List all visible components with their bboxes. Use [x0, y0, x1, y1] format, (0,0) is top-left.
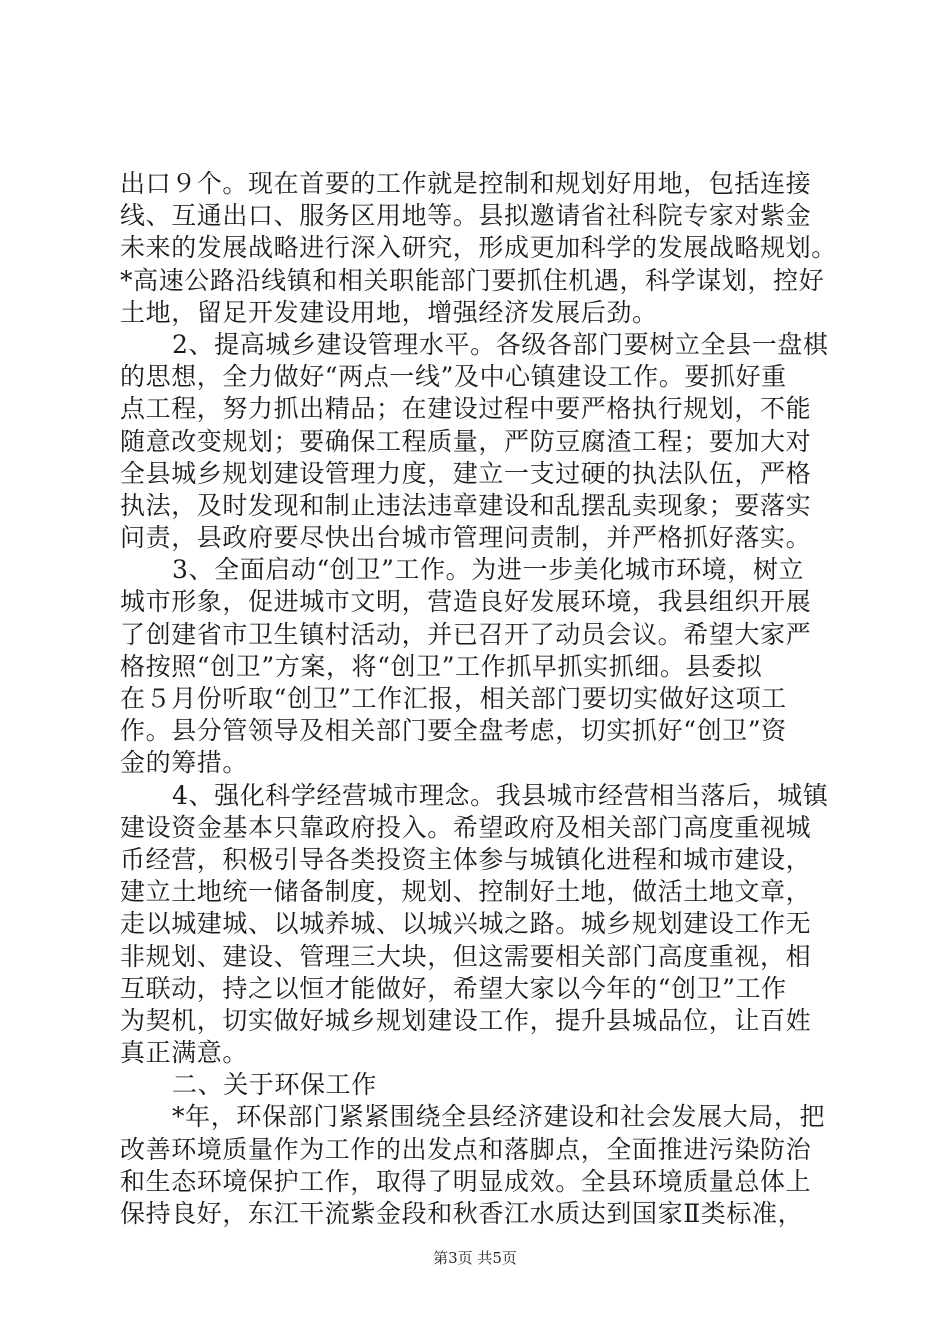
text-line: 走以城建城、以城养城、以城兴城之路。城乡规划建设工作无: [120, 909, 812, 939]
document-body: [120, 168, 840, 1230]
text-line: 土地，留足开发建设用地，增强经济发展后劲。: [120, 297, 658, 327]
text-line: 真正满意。: [120, 1038, 249, 1068]
text-line: 全县城乡规划建设管理力度，建立一支过硬的执法队伍，严格: [120, 458, 812, 488]
page-footer: 第3页 共5页: [433, 1249, 517, 1267]
text-line: 随意改变规划；要确保工程质量，严防豆腐渣工程；要加大对: [120, 426, 812, 456]
text-line: 出口９个。现在首要的工作就是控制和规划好用地，包括连接: [120, 169, 812, 198]
text-line: 格按照“创卫”方案，将“创卫”工作抓早抓实抓细。县委拟: [120, 651, 763, 681]
text-line: 作。县分管领导及相关部门要全盘考虑，切实抓好“创卫”资: [120, 716, 787, 746]
text-line: 非规划、建设、管理三大块，但这需要相关部门高度重视，相: [120, 941, 812, 971]
text-line: 建设资金基本只靠政府投入。希望政府及相关部门高度重视城: [120, 812, 812, 842]
text-line: 的思想，全力做好“两点一线”及中心镇建设工作。要抓好重: [120, 362, 787, 392]
text-line: 互联动，持之以恒才能做好，希望大家以今年的“创卫”工作: [120, 973, 787, 1003]
text-line: 2、提高城乡建设管理水平。各级各部门要树立全县一盘棋: [172, 329, 829, 359]
text-line: 城市形象，促进城市文明，营造良好发展环境，我县组织开展: [120, 587, 812, 617]
text-line: 在５月份听取“创卫”工作汇报，相关部门要切实做好这项工: [120, 684, 787, 713]
text-line: 问责，县政府要尽快出台城市管理问责制，并严格抓好落实。: [120, 523, 812, 553]
text-line: 金的筹措。: [120, 748, 249, 778]
text-line: 为契机，切实做好城乡规划建设工作，提升县城品位，让百姓: [120, 1005, 812, 1035]
text-line: 点工程，努力抓出精品；在建设过程中要严格执行规划，不能: [120, 394, 812, 424]
text-line: 4、强化科学经营城市理念。我县城市经营相当落后，城镇: [172, 780, 829, 810]
text-line: 币经营，积极引导各类投资主体参与城镇化进程和城市建设，: [120, 844, 812, 874]
text-line: 建立土地统一储备制度，规划、控制好土地，做活土地文章，: [120, 877, 812, 907]
text-line: 保持良好，东江干流紫金段和秋香江水质达到国家Ⅱ类标准，: [120, 1199, 804, 1228]
text-line: 线、互通出口、服务区用地等。县拟邀请省社科院专家对紫金: [120, 201, 812, 231]
text-line: 二、关于环保工作: [172, 1070, 377, 1100]
text-line: 和生态环境保护工作，取得了明显成效。全县环境质量总体上: [120, 1166, 812, 1196]
text-line: 3、全面启动“创卫”工作。为进一步美化城市环境，树立: [172, 555, 805, 585]
text-line: 未来的发展战略进行深入研究，形成更加科学的发展战略规划。: [120, 233, 837, 263]
text-line: 了创建省市卫生镇村活动，并已召开了动员会议。希望大家严: [120, 619, 812, 649]
text-line: 执法，及时发现和制止违法违章建设和乱摆乱卖现象；要落实: [120, 490, 812, 520]
text-line: *年，环保部门紧紧围绕全县经济建设和社会发展大局，把: [172, 1102, 826, 1132]
text-line: *高速公路沿线镇和相关职能部门要抓住机遇，科学谋划，控好: [120, 265, 825, 295]
text-line: 改善环境质量作为工作的出发点和落脚点，全面推进污染防治: [120, 1134, 812, 1164]
